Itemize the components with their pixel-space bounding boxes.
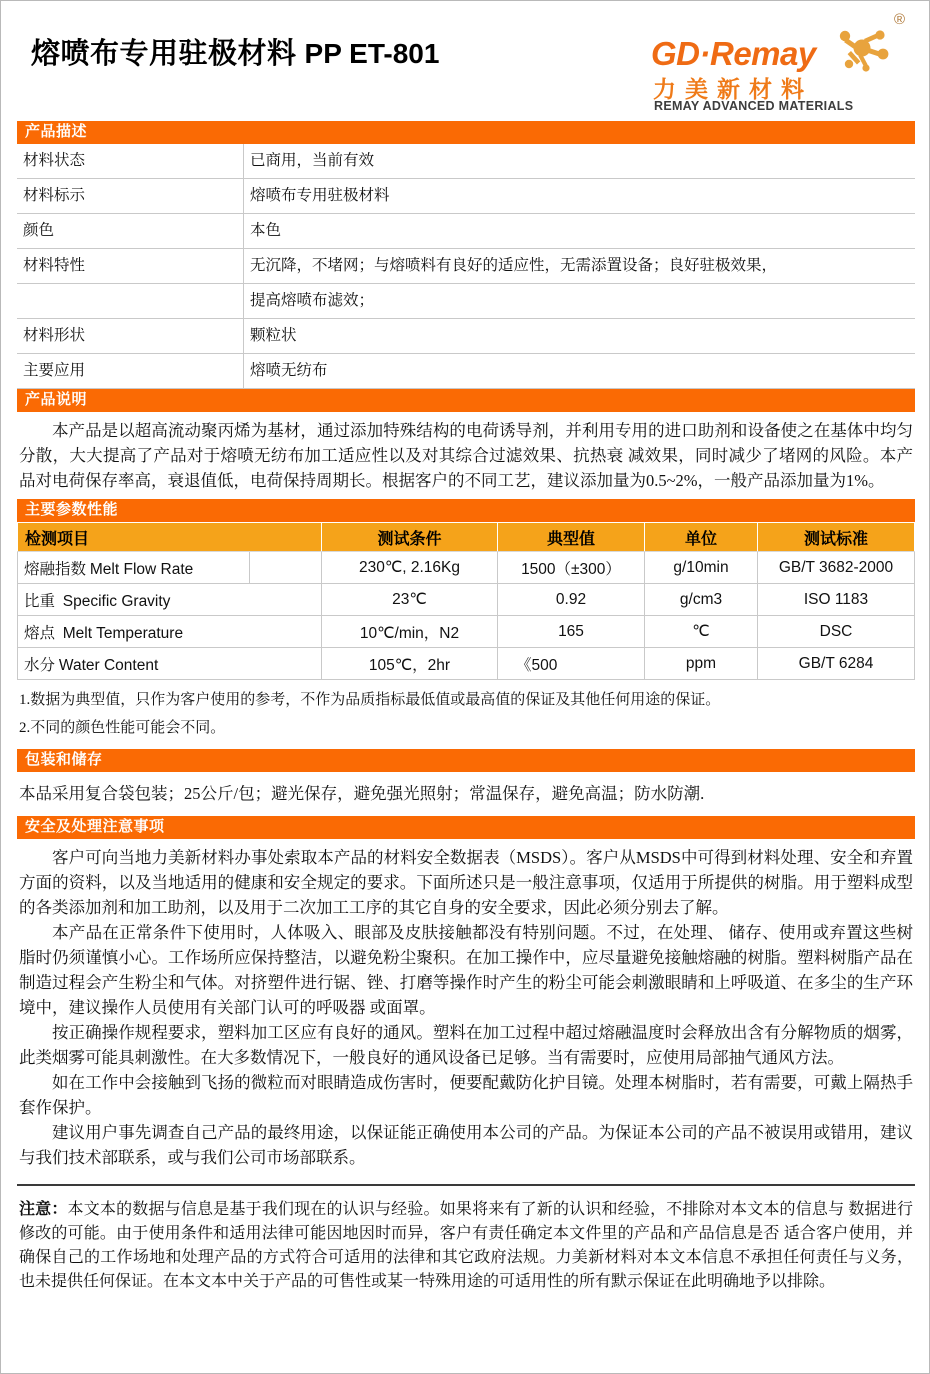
param-standard: ISO 1183 xyxy=(758,584,915,616)
param-item-en: Water Content xyxy=(58,656,159,674)
param-item-en: Melt Flow Rate xyxy=(89,560,194,578)
param-unit: g/10min xyxy=(645,552,758,584)
table-row xyxy=(18,648,915,680)
row-value: 熔喷无纺布 xyxy=(244,354,916,389)
table-row xyxy=(17,319,915,354)
param-item xyxy=(18,616,322,648)
param-item xyxy=(18,648,322,680)
safety-paragraph: 本产品在正常条件下使用时，人体吸入、眼部及皮肤接触都没有特别问题。不过，在处理、 储存、使用或弃置这些树脂时仍须谨慎小心。工作场所应保持整洁，以避免粉尘聚积。在加工操作中，应尽量避免接触熔融的树脂。塑料树脂产品在制造过程会产生粉尘和气体。对挤塑件进行锯、锉、打磨等操作时产生的粉尘可能会刺激眼睛和上呼吸道、在多尘的生产环境中，建议操作人员使用有关部门认可的呼吸器 或面罩。 xyxy=(19,923,913,1017)
company-logo xyxy=(645,9,911,113)
safety-paragraph: 如在工作中会接触到飞扬的微粒而对眼睛造成伤害时，便要配戴防化护目镜。处理本树脂时，若有需要，可戴上隔热手套作保护。 xyxy=(19,1073,913,1117)
table-row xyxy=(17,179,915,214)
param-item-spacer xyxy=(250,552,322,584)
disclaimer-block xyxy=(17,1186,915,1294)
param-condition: 105℃，2hr xyxy=(322,648,498,680)
param-condition: 23℃ xyxy=(322,584,498,616)
section-header-packaging: 包装和储存 xyxy=(17,749,915,772)
row-value: 颗粒状 xyxy=(244,319,916,354)
param-item-cn: 熔融指数 xyxy=(24,560,87,578)
section-header-safety: 安全及处理注意事项 xyxy=(17,816,915,839)
note-item: 2.不同的颜色性能可能会不同。 xyxy=(19,720,226,736)
logo-english-name: REMAY ADVANCED MATERIALS xyxy=(654,99,854,113)
column-header-typical: 典型值 xyxy=(498,523,645,552)
description-table xyxy=(17,144,915,389)
safety-block xyxy=(17,839,915,1176)
param-typical: 0.92 xyxy=(498,584,645,616)
column-header-unit: 单位 xyxy=(645,523,758,552)
table-row xyxy=(17,249,915,284)
table-row xyxy=(18,616,915,648)
page-content xyxy=(17,1,915,1294)
document-header xyxy=(17,1,915,121)
param-unit: ℃ xyxy=(645,616,758,648)
row-label: 材料标示 xyxy=(17,179,244,214)
row-value: 提高熔喷布滤效； xyxy=(244,284,916,319)
param-condition: 230℃, 2.16Kg xyxy=(322,552,498,584)
param-item-cn: 水分 xyxy=(24,656,56,674)
note-item: 1.数据为典型值，只作为客户使用的参考，不作为品质指标最低值或最高值的保证及其他任何用途的保证。 xyxy=(19,692,721,708)
safety-paragraph: 客户可向当地力美新材料办事处索取本产品的材料安全数据表（MSDS）。客户从MSDS中可得到材料处理、安全和弃置方面的资料，以及当地适用的健康和安全规定的要求。下面所述只是一般注意事项，仅适用于所提供的树脂。用于塑料成型的各类添加剂和加工助剂，以及用于二次加工工序的其它自身的安全要求，因此必须分别去了解。 xyxy=(19,848,913,917)
param-typical: 《500 xyxy=(498,648,645,680)
registered-trademark-icon: ® xyxy=(893,11,905,28)
section-header-description: 产品描述 xyxy=(17,121,915,144)
row-label: 材料状态 xyxy=(17,144,244,179)
param-item-en: Specific Gravity xyxy=(62,592,171,610)
row-label: 主要应用 xyxy=(17,354,244,389)
row-value: 已商用，当前有效 xyxy=(244,144,916,179)
column-header-item: 检测项目 xyxy=(18,523,322,552)
section-header-parameters: 主要参数性能 xyxy=(17,499,915,522)
param-standard: GB/T 3682-2000 xyxy=(758,552,915,584)
param-typical: 1500（±300） xyxy=(498,552,645,584)
row-value: 无沉降，不堵网；与熔喷料有良好的适应性，无需添置设备；良好驻极效果， xyxy=(244,249,916,284)
row-value: 本色 xyxy=(244,214,916,249)
explanation-paragraph: 本产品是以超高流动聚丙烯为基材，通过添加特殊结构的电荷诱导剂，并利用专用的进口助剂和设备使之在基体中均匀分散，大大提高了产品对于熔喷无纺布加工适应性以及对其综合过滤效果、抗热衰 减效果，同时减少了堵网的风险。本产品对电荷保存率高，衰退值低，电荷保持周期长。根据客户的不同工艺，建议添加量为0.5~2%，一般产品添加量为1%。 xyxy=(19,421,913,490)
param-typical: 165 xyxy=(498,616,645,648)
param-item xyxy=(18,584,322,616)
parameters-notes xyxy=(17,680,915,749)
param-item-cn: 熔点 xyxy=(24,624,56,642)
page-title xyxy=(31,31,439,72)
explanation-block xyxy=(17,412,915,499)
title-grade: PP ET-801 xyxy=(304,38,440,69)
param-item xyxy=(18,552,250,584)
logo-chinese-name: 力美新材料 xyxy=(653,77,813,102)
row-label: 材料形状 xyxy=(17,319,244,354)
starburst-icon xyxy=(835,23,891,75)
param-standard: GB/T 6284 xyxy=(758,648,915,680)
row-value: 熔喷布专用驻极材料 xyxy=(244,179,916,214)
disclaimer-text: 本文本的数据与信息是基于我们现在的认识与经验。如果将来有了新的认识和经验，不排除对本文本的信息与 数据进行修改的可能。由于使用条件和适用法律可能因地因时而异，客户有责任确定本文件里的产品和产品信息是否 适合客户使用，并确保自己的工作场地和处理产品的方式符合可适用的法律和其它政府法规。力美新材料对本文本信息不承担任何责任与义务，也未提供任何保证。在本文本中关于产品的可售性或某一特殊用途的可适用性的所有默示保证在此明确地予以排除。 xyxy=(19,1201,913,1290)
row-label xyxy=(17,284,244,319)
column-header-standard: 测试标准 xyxy=(758,523,915,552)
table-row xyxy=(17,214,915,249)
table-row xyxy=(17,284,915,319)
row-label: 材料特性 xyxy=(17,249,244,284)
disclaimer-lead: 注意： xyxy=(19,1201,68,1218)
parameters-table xyxy=(17,522,915,680)
param-item-cn: 比重 xyxy=(24,592,56,610)
safety-paragraph: 按正确操作规程要求，塑料加工区应有良好的通风。塑料在加工过程中超过熔融温度时会释放出含有分解物质的烟雾，此类烟雾可能具刺激性。在大多数情况下，一般良好的通风设备已足够。当有需要时，应使用局部抽气通风方法。 xyxy=(19,1023,913,1067)
safety-paragraph: 建议用户事先调查自己产品的最终用途，以保证能正确使用本公司的产品。为保证本公司的产品不被误用或错用，建议与我们技术部联系，或与我们公司市场部联系。 xyxy=(19,1123,913,1167)
param-unit: ppm xyxy=(645,648,758,680)
param-unit: g/cm3 xyxy=(645,584,758,616)
column-header-condition: 测试条件 xyxy=(322,523,498,552)
table-row xyxy=(18,552,915,584)
param-standard: DSC xyxy=(758,616,915,648)
section-header-explanation: 产品说明 xyxy=(17,389,915,412)
table-row xyxy=(17,354,915,389)
param-item-en: Melt Temperature xyxy=(62,624,184,642)
table-header-row xyxy=(18,523,915,552)
packaging-text: 本品采用复合袋包装；25公斤/包；避光保存，避免强光照射；常温保存，避免高温；防水防潮. xyxy=(19,784,705,803)
logo-wordmark: GD·Remay xyxy=(651,35,816,72)
param-condition: 10℃/min，N2 xyxy=(322,616,498,648)
table-row xyxy=(18,584,915,616)
title-chinese: 熔喷布专用驻极材料 xyxy=(31,38,297,70)
table-row xyxy=(17,144,915,179)
row-label: 颜色 xyxy=(17,214,244,249)
